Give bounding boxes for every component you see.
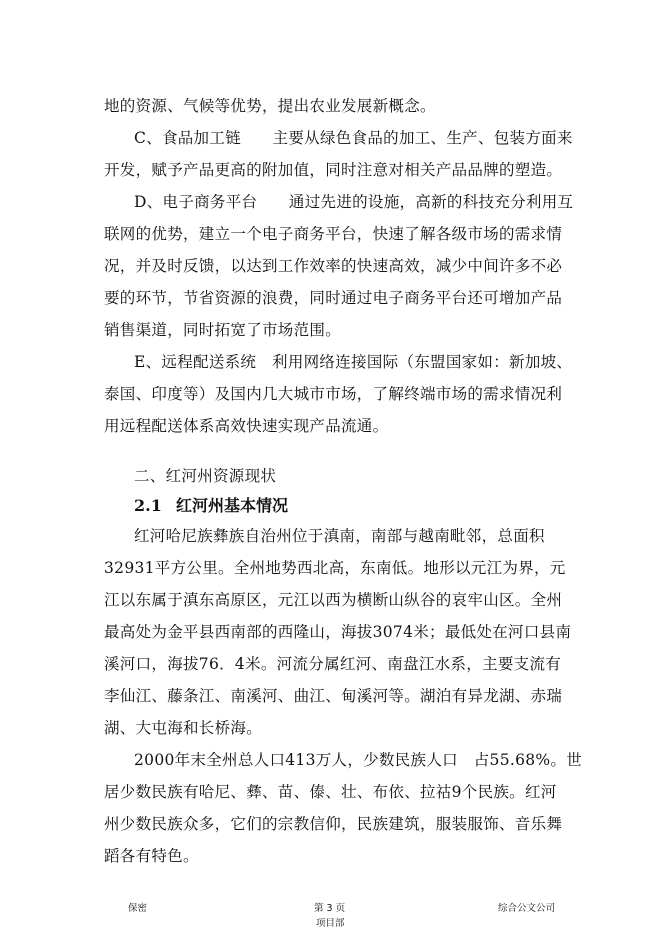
footer-left: 保密 (128, 903, 148, 914)
subsection-title: 红河州基本情况 (176, 496, 289, 515)
body-p2-line-4: 蹈各有特色。 (104, 847, 199, 865)
section-title: 二、红河州资源现状 (134, 467, 277, 485)
body-p1-line-3: 江以东属于滇东高原区，元江以西为横断山纵谷的哀牢山区。全州 (104, 591, 563, 609)
body-p1-line-5: 溪河口，海拔76．4米。河流分属红河、南盘江水系，主要支流有 (104, 655, 562, 673)
item-d-line-4: 要的环节，节省资源的浪费，同时通过电子商务平台还可增加产品 (104, 289, 563, 307)
item-c-line-2: 开发，赋予产品更高的附加值，同时注意对相关产品品牌的塑造。 (104, 161, 563, 179)
footer-right: 综合公文公司 (498, 903, 556, 914)
subsection-heading (134, 495, 288, 517)
body-p2-line-3: 州少数民族众多，它们的宗教信仰，民族建筑，服装服饰、音乐舞 (104, 815, 563, 833)
item-d-line-2: 联网的优势，建立一个电子商务平台，快速了解各级市场的需求情 (104, 225, 563, 243)
subsection-number: 2.1 (134, 496, 162, 515)
footer-page-number: 第 3 页 (314, 903, 346, 914)
item-e-line-1: E、远程配送系统 利用网络连接国际（东盟国家如：新加坡、 (134, 353, 573, 371)
body-p2-line-2: 居少数民族有哈尼、彝、苗、傣、壮、布依、拉祜9个民族。红河 (104, 783, 557, 801)
item-d-line-3: 况，并及时反馈，以达到工作效率的快速高效，减少中间许多不必 (104, 257, 563, 275)
item-e-line-2: 泰国、印度等）及国内几大城市市场，了解终端市场的需求情况利 (104, 385, 563, 403)
body-p2-line-1: 2000年末全州总人口413万人，少数民族人口 占55.68%。世 (134, 751, 583, 769)
body-p1-line-2: 32931平方公里。全州地势西北高，东南低。地形以元江为界，元 (104, 559, 566, 577)
item-e-line-3: 用远程配送体系高效快速实现产品流通。 (104, 417, 389, 435)
body-p1-line-6: 李仙江、藤条江、南溪河、曲江、甸溪河等。湖泊有异龙湖、赤瑞 (104, 687, 563, 705)
intro-paragraph-tail: 地的资源、气候等优势，提出农业发展新概念。 (104, 97, 436, 115)
item-c-line-1: C、食品加工链 主要从绿色食品的加工、生产、包装方面来 (134, 129, 573, 147)
body-p1-line-4: 最高处为金平县西南部的西隆山，海拔3074米；最低处在河口县南 (104, 623, 572, 641)
footer-bottom: 项目部 (316, 918, 345, 929)
body-p1-line-7: 湖、大屯海和长桥海。 (104, 719, 263, 737)
item-d-line-1: D、电子商务平台 通过先进的设施，高新的科技充分利用互 (134, 193, 574, 211)
item-d-line-5: 销售渠道，同时拓宽了市场范围。 (104, 321, 342, 339)
body-p1-line-1: 红河哈尼族彝族自治州位于滇南，南部与越南毗邻，总面积 (134, 527, 545, 545)
